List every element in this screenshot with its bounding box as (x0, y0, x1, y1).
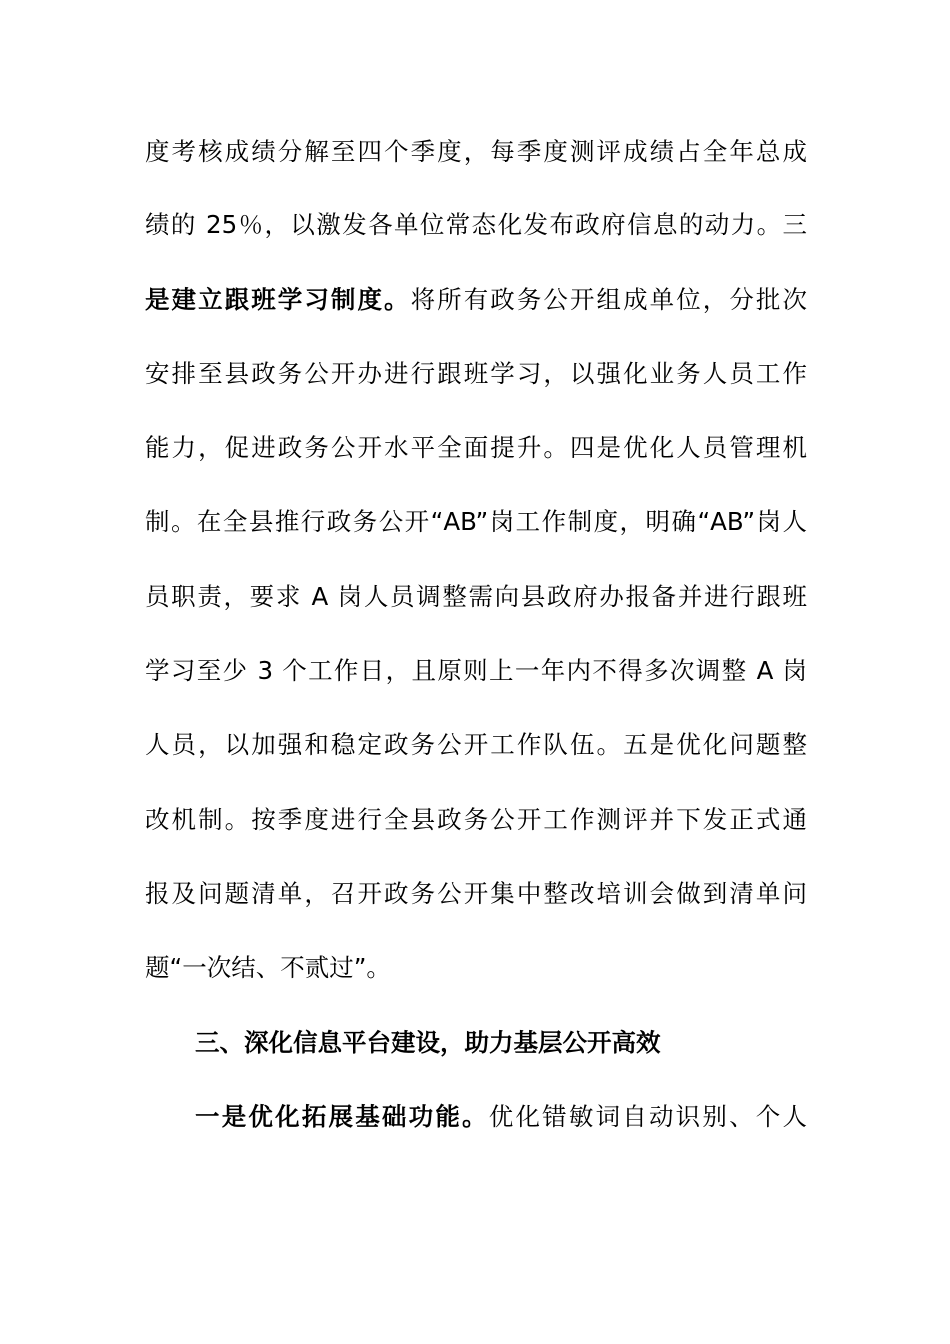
paragraph-line-3 (145, 280, 807, 320)
paragraph-line-8: 学习至少 3 个工作日，且原则上一年内不得多次调整 A 岗 (145, 656, 807, 685)
paragraph-line-10: 改机制。按季度进行全县政务公开工作测评并下发正式通 (145, 805, 807, 834)
paragraph-line-3-rest: 将所有政务公开组成单位，分批次 (410, 285, 807, 314)
paragraph-line-2: 绩的 25％，以激发各单位常态化发布政府信息的动力。三 (145, 210, 807, 239)
section-heading: 三、深化信息平台建设，助力基层公开高效 (195, 1028, 661, 1057)
paragraph-final-rest: 优化错敏词自动识别、个人 (488, 1102, 807, 1131)
paragraph-line-4: 安排至县政务公开办进行跟班学习，以强化业务人员工作 (145, 359, 807, 388)
paragraph-line-11: 报及问题清单，召开政务公开集中整改培训会做到清单问 (145, 879, 807, 908)
paragraph-line-9: 人员，以加强和稳定政务公开工作队伍。五是优化问题整 (145, 730, 807, 759)
paragraph-line-6: 制。在全县推行政务公开“AB”岗工作制度，明确“AB”岗人 (145, 507, 807, 536)
bold-lead-phrase: 一是优化拓展基础功能。 (195, 1102, 489, 1131)
paragraph-line-1: 度考核成绩分解至四个季度，每季度测评成绩占全年总成 (145, 137, 807, 166)
paragraph-line-12: 题“一次结、不贰过”。 (145, 953, 391, 982)
bold-lead-phrase: 是建立跟班学习制度。 (145, 285, 411, 314)
paragraph-line-7: 员职责，要求 A 岗人员调整需向县政府办报备并进行跟班 (145, 582, 807, 611)
paragraph-final-line (195, 1097, 807, 1137)
paragraph-line-5: 能力，促进政务公开水平全面提升。四是优化人员管理机 (145, 433, 807, 462)
